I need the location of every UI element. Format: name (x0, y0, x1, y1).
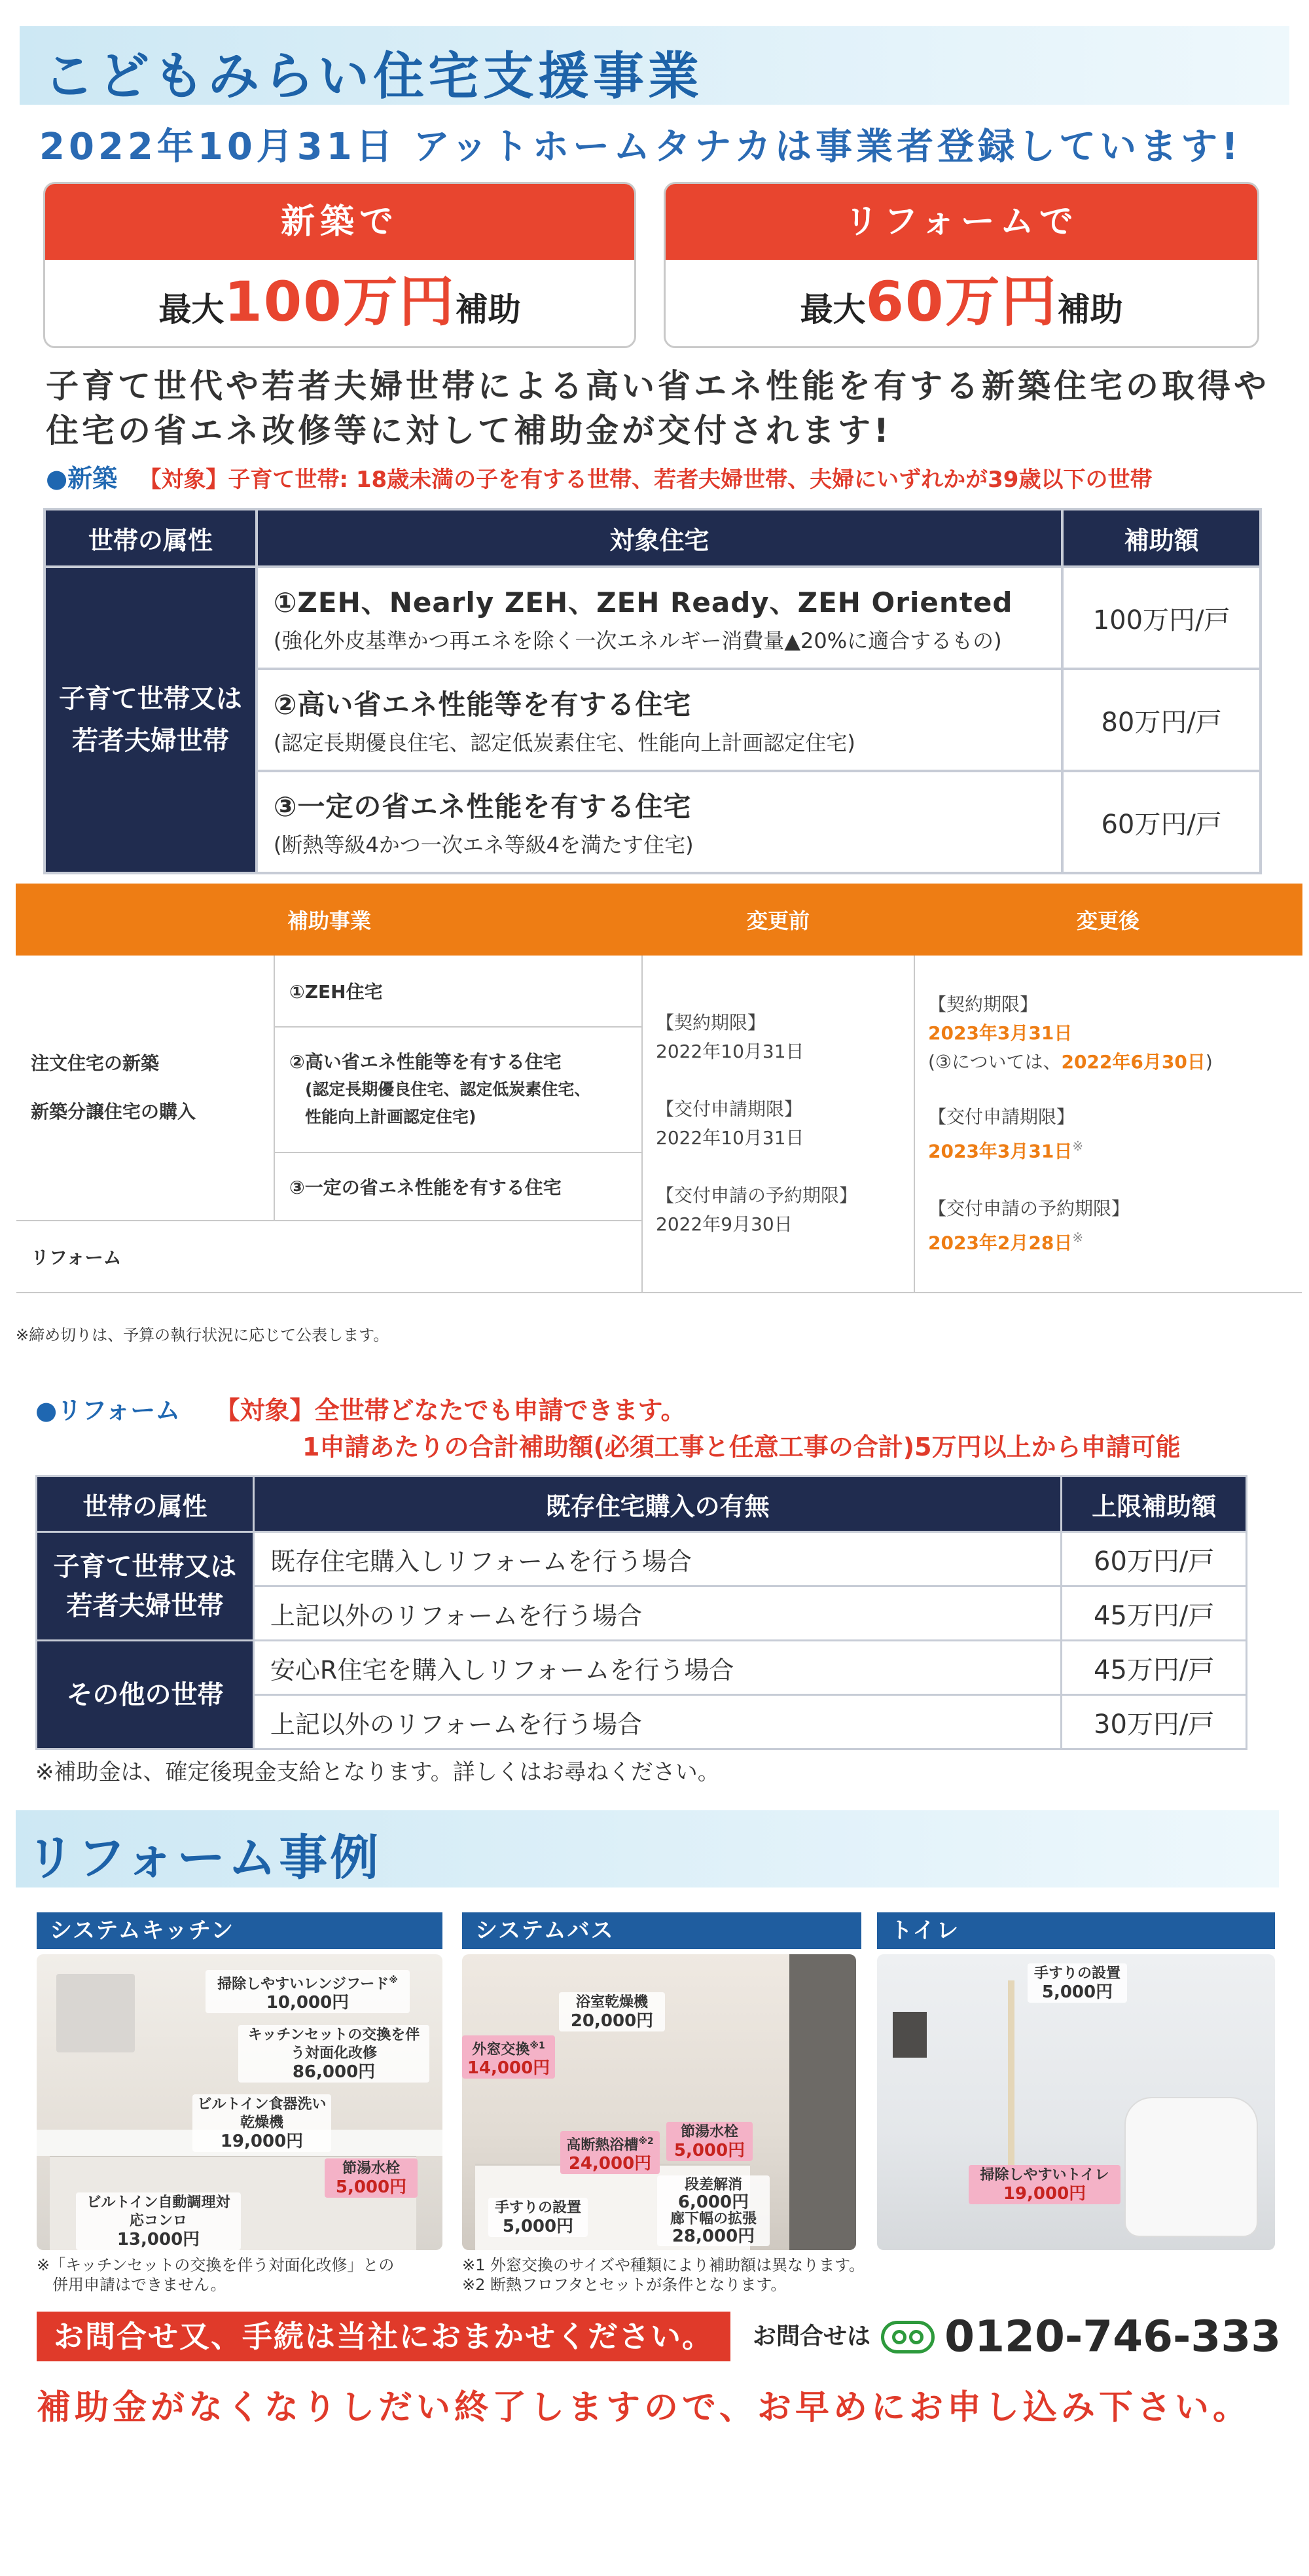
reform-heading: ●リフォーム (35, 1396, 181, 1425)
tag-mark: ※ (389, 1975, 398, 1986)
subsidy-prefix: 最大 (800, 291, 866, 329)
deadline-block (656, 1009, 913, 1066)
deadline-label: 【契約期限】 (928, 993, 1039, 1015)
tag-name: 手すりの設置 (1033, 1965, 1121, 1982)
house-cell (257, 669, 1062, 771)
attribute-line: 若者夫婦世帯 (71, 726, 229, 756)
reform-target: 【対象】全世帯どなたでも申請できます。 (215, 1396, 686, 1425)
subsidy-suffix: 補助 (1057, 291, 1123, 329)
house-cell (257, 771, 1062, 873)
phone-block[interactable] (753, 2312, 1281, 2361)
table-header: 変更前 (642, 884, 914, 955)
deadline-value: 2022年9月30日 (656, 1213, 793, 1235)
table-header: 上限補助額 (1062, 1476, 1247, 1532)
cases-banner (16, 1810, 1279, 1887)
toilet-head: トイレ (877, 1912, 1275, 1949)
note-part: (③については、 (928, 1050, 1062, 1073)
reform-row: 上記以外のリフォームを行う場合 (253, 1586, 1061, 1641)
kitchen-head: システムキッチン (37, 1912, 442, 1949)
new-build-subsidy-box (43, 182, 636, 348)
deadline-value: 2023年2月28日 (928, 1232, 1073, 1254)
house-main: ③一定の省エネ性能を有する住宅 (273, 791, 692, 823)
kitchen-tag (192, 2094, 331, 2152)
deadline-label: 【交付申請期限】 (656, 1098, 803, 1120)
toilet-tag (969, 2165, 1121, 2204)
registration-notice: 2022年10月31日 アットホームタナカは事業者登録しています! (39, 126, 1242, 168)
house-sub: (認定長期優良住宅、認定低炭素住宅、性能向上計画認定住宅) (273, 730, 855, 755)
kitchen-tag (206, 1970, 410, 2013)
deadline-value: 2023年3月31日 (928, 1022, 1073, 1044)
page-title: こどもみらい住宅支援事業 (43, 47, 704, 106)
tag-name: 段差解消 (684, 2177, 742, 2193)
lead-line: 住宅の省エネ改修等に対して補助金が交付されます! (46, 412, 892, 450)
tag-name: ビルトイン自動調理対応コンロ (86, 2194, 230, 2229)
note-line: ※「キッチンセットの交換を伴う対面化改修」との (37, 2256, 395, 2274)
deadline-value: 2022年10月31日 (656, 1127, 804, 1149)
tag-name: 掃除しやすいレンジフード (217, 1976, 389, 1993)
deadline-label: 【交付申請の予約期限】 (656, 1185, 858, 1206)
note-part: ) (1205, 1050, 1213, 1073)
tag-name: キッチンセットの交換を伴う対面化改修 (247, 2027, 420, 2062)
reform-table (35, 1475, 1247, 1750)
item-sub: (認定長期優良住宅、認定低炭素住宅、 (305, 1080, 591, 1099)
amount-cell: 100万円/戸 (1062, 567, 1261, 669)
table-header: 既存住宅購入の有無 (253, 1476, 1061, 1532)
subsidy-amount: 100万円 (224, 270, 456, 334)
bath-photo (462, 1954, 856, 2250)
deadline-block (656, 1181, 913, 1239)
tag-name: 外窓交換 (472, 2041, 530, 2058)
deadline-value: 2023年3月31日 (928, 1140, 1073, 1162)
tag-name: 手すりの設置 (494, 2200, 581, 2216)
tag-value: 5,000円 (1041, 1982, 1113, 2002)
table-header: 対象住宅 (257, 509, 1062, 567)
attribute-cell: その他の世帯 (37, 1641, 254, 1749)
category-line: 注文住宅の新築 (31, 1052, 160, 1074)
title-banner (20, 26, 1289, 105)
tag-value: 19,000円 (220, 2132, 304, 2151)
phone-number[interactable]: 0120-746-333 (944, 2311, 1282, 2362)
amount-cell: 45万円/戸 (1062, 1586, 1247, 1641)
amount-cell: 45万円/戸 (1062, 1641, 1247, 1695)
table-header: 世帯の属性 (37, 1476, 254, 1532)
asterisk-mark: ※ (1072, 1230, 1084, 1245)
kitchen-tag (325, 2158, 418, 2198)
subsidy-prefix: 最大 (158, 291, 224, 329)
new-build-heading: ●新築 (46, 464, 118, 493)
bath-note (462, 2255, 865, 2295)
deadline-label: 【交付申請期限】 (928, 1105, 1075, 1128)
bath-head: システムバス (462, 1912, 861, 1949)
range-hood-shape (56, 1974, 135, 2052)
schedule-item: ③一定の省エネ性能を有する住宅 (274, 1153, 642, 1221)
tag-value: 20,000円 (570, 2011, 654, 2031)
tag-name: 節湯水栓 (680, 2124, 738, 2140)
phone-label: お問合せは (753, 2323, 871, 2350)
attribute-cell (37, 1532, 254, 1641)
subsidy-head: リフォームで (666, 184, 1257, 260)
tag-value: 24,000円 (568, 2154, 652, 2174)
tag-value: 19,000円 (1003, 2184, 1086, 2204)
new-build-table (43, 508, 1262, 874)
schedule-item (274, 1027, 642, 1153)
table-header: 変更後 (914, 884, 1302, 955)
lead-line: 子育て世代や若者夫婦世帯による高い省エネ性能を有する新築住宅の取得や (46, 367, 1270, 405)
tag-mark: ※2 (638, 2136, 654, 2147)
toilet-tag (1028, 1963, 1127, 2003)
item-sub: 性能向上計画認定住宅) (305, 1107, 476, 1126)
tag-name: 高断熱浴槽 (566, 2137, 639, 2154)
tag-value: 5,000円 (335, 2177, 407, 2197)
amount-cell: 60万円/戸 (1062, 1532, 1247, 1586)
reform-subsidy-box (664, 182, 1259, 348)
asterisk-mark: ※ (1072, 1137, 1084, 1154)
tag-value: 5,000円 (673, 2141, 745, 2160)
schedule-table (16, 884, 1302, 1293)
paper-holder-shape (893, 2012, 927, 2058)
tag-value: 5,000円 (502, 2217, 574, 2236)
tag-name: 浴室乾燥機 (575, 1994, 648, 2011)
bath-tag (560, 2131, 660, 2174)
tag-mark: ※1 (529, 2041, 545, 2051)
kitchen-photo (37, 1954, 442, 2250)
schedule-note: ※締め切りは、予算の執行状況に応じて公表します。 (16, 1326, 389, 1344)
reform-note: ※補助金は、確定後現金支給となります。詳しくはお尋ねください。 (35, 1759, 720, 1785)
reform-row: 既存住宅購入しリフォームを行う場合 (253, 1532, 1061, 1586)
attribute-cell (45, 567, 257, 873)
bath-tag (559, 1992, 665, 2031)
house-sub: (強化外皮基準かつ再エネを除く一次エネルギー消費量▲20%に適合するもの) (273, 628, 1002, 653)
attribute-line: 若者夫婦世帯 (66, 1590, 224, 1621)
note-line: ※2 断熱フロフタとセットが条件となります。 (462, 2276, 787, 2294)
bath-tag (657, 2175, 770, 2246)
subsidy-body (45, 260, 634, 344)
house-main: ②高い省エネ性能等を有する住宅 (273, 689, 692, 721)
bath-tag (462, 2035, 555, 2079)
tag-value: 10,000円 (266, 1993, 350, 2013)
tag-name: 廊下幅の拡張 (670, 2211, 757, 2227)
amount-cell: 80万円/戸 (1062, 669, 1261, 771)
note-line: 併用申請はできません。 (52, 2276, 226, 2294)
reform-row: 安心R住宅を購入しリフォームを行う場合 (253, 1641, 1061, 1695)
category-line: 新築分譲住宅の購入 (31, 1101, 196, 1122)
deadline-value: 2022年10月31日 (656, 1041, 804, 1062)
deadline-label: 【交付申請の予約期限】 (928, 1198, 1130, 1219)
category-cell (16, 955, 274, 1221)
note-line: ※1 外窓交換のサイズや種類により補助額は異なります。 (462, 2256, 865, 2274)
item-main: ②高い省エネ性能等を有する住宅 (289, 1051, 562, 1073)
cases-title: リフォーム事例 (26, 1830, 382, 1886)
deadline-label: 【契約期限】 (656, 1012, 766, 1033)
freedial-icon (881, 2321, 935, 2353)
deadline-note (928, 1048, 1301, 1077)
house-sub: (断熱等級4かつ一次エネ等級4を満たす住宅) (273, 832, 694, 857)
deadline-block (928, 1103, 1301, 1166)
deadline-block (928, 990, 1301, 1077)
before-cell (642, 955, 914, 1293)
subsidy-amount: 60万円 (865, 270, 1058, 334)
bath-tag (666, 2122, 753, 2161)
house-main: ①ZEH、Nearly ZEH、ZEH Ready、ZEH Oriented (273, 586, 1013, 618)
attribute-line: 子育て世帯又は (53, 1551, 237, 1582)
kitchen-tag (238, 2025, 429, 2083)
schedule-item: ①ZEH住宅 (274, 955, 642, 1027)
new-build-target: 【対象】子育て世帯: 18歳未満の子を有する世帯、若者夫婦世帯、夫婦にいずれかが39歳以下の世帯 (139, 467, 1153, 493)
reform-row: リフォーム (16, 1221, 642, 1293)
tag-value: 28,000円 (672, 2227, 755, 2246)
new-build-label (46, 458, 1152, 494)
reform-row: 上記以外のリフォームを行う場合 (253, 1695, 1061, 1749)
table-header: 補助額 (1062, 509, 1261, 567)
kitchen-tag (76, 2192, 241, 2250)
amount-cell: 30万円/戸 (1062, 1695, 1247, 1749)
attribute-line: 子育て世帯又は (58, 684, 242, 714)
contact-box: お問合せ又、手続は当社におまかせください。 (37, 2312, 730, 2361)
tag-name: ビルトイン食器洗い乾燥機 (197, 2096, 327, 2131)
tag-name: 掃除しやすいトイレ (980, 2167, 1109, 2183)
reform-target-detail: 1申請あたりの合計補助額(必須工事と任意工事の合計)5万円以上から申請可能 (302, 1433, 1181, 1461)
reform-label (35, 1390, 685, 1426)
table-header: 世帯の属性 (45, 509, 257, 567)
kitchen-note (37, 2255, 394, 2295)
subsidy-head: 新築で (45, 184, 634, 260)
tag-value: 14,000円 (467, 2058, 550, 2079)
after-cell (914, 955, 1302, 1293)
toilet-shape (1126, 2098, 1257, 2236)
toilet-photo (877, 1954, 1275, 2250)
tag-value: 13,000円 (117, 2230, 200, 2249)
amount-cell: 60万円/戸 (1062, 771, 1261, 873)
tag-value: 6,000円 (677, 2192, 749, 2212)
deadline-block (928, 1194, 1301, 1257)
subsidy-body (666, 260, 1257, 344)
tag-name: 節湯水栓 (342, 2160, 400, 2177)
note-date: 2022年6月30日 (1061, 1050, 1206, 1073)
bath-door-shape (789, 1954, 856, 2250)
subsidy-suffix: 補助 (455, 291, 521, 329)
lead-text (46, 364, 1276, 453)
table-header: 補助事業 (16, 884, 642, 955)
house-cell (257, 567, 1062, 669)
bath-tag (488, 2198, 588, 2237)
deadline-block (656, 1095, 913, 1153)
closing-message: 補助金がなくなりしだい終了しますので、お早めにお申し込み下さい。 (37, 2388, 1251, 2427)
tag-value: 86,000円 (292, 2062, 376, 2082)
